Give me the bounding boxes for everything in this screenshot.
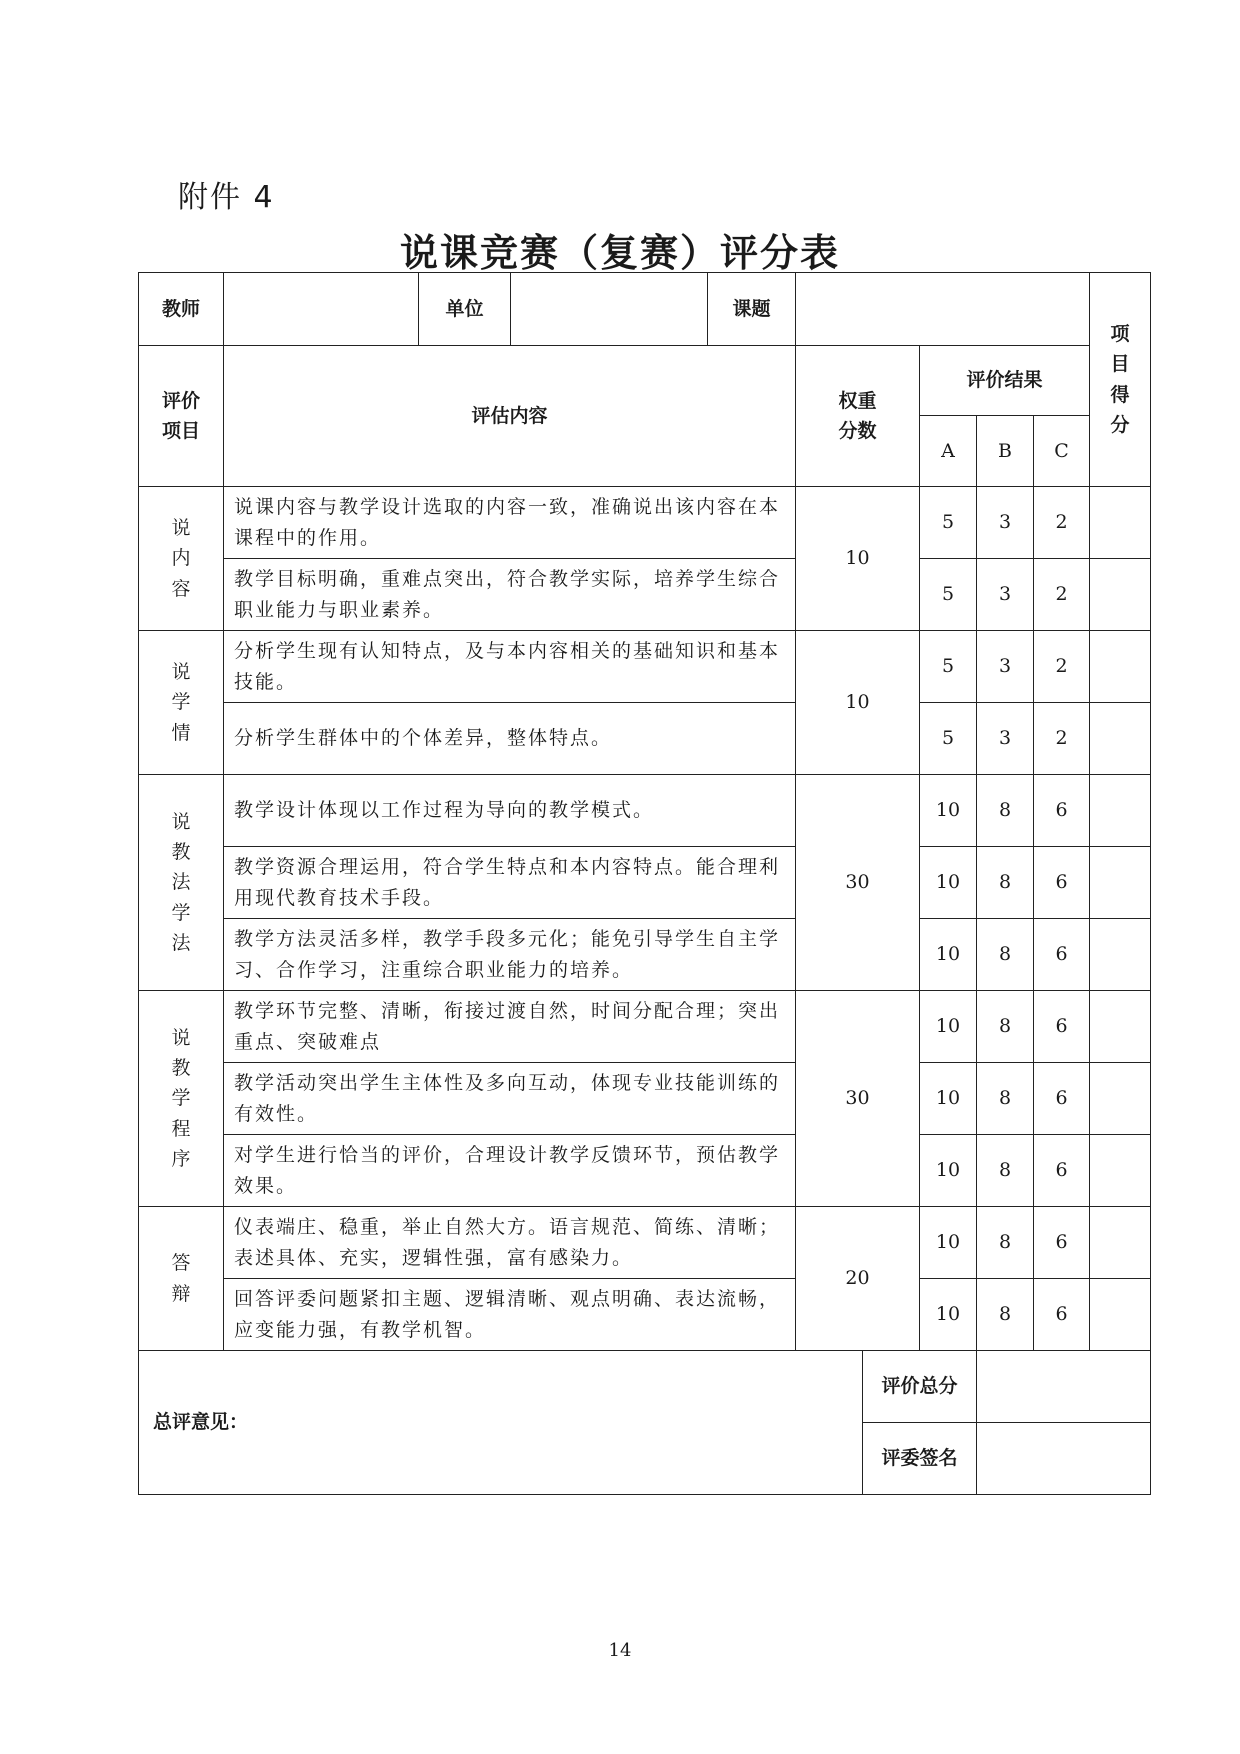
category-name: 说教法学法	[171, 810, 191, 955]
grade-a-value: 10	[920, 1279, 977, 1351]
grade-c-value: 2	[1034, 703, 1090, 775]
table-row	[139, 1207, 1151, 1279]
grade-a-value: 10	[920, 847, 977, 919]
judge-signature-value[interactable]	[977, 1423, 1151, 1495]
score-cell[interactable]	[1090, 631, 1151, 703]
grade-b-header: B	[977, 416, 1034, 487]
judge-signature-label: 评委签名	[863, 1423, 977, 1495]
grade-a-value: 10	[920, 1207, 977, 1279]
grade-a-header: A	[920, 416, 977, 487]
content-header: 评估内容	[224, 346, 796, 487]
criterion-text: 回答评委问题紧扣主题、逻辑清晰、观点明确、表达流畅，应变能力强，有教学机智。	[224, 1279, 796, 1351]
grade-a-value: 10	[920, 1063, 977, 1135]
category-name: 说学情	[171, 660, 191, 744]
grade-b-value: 8	[977, 1135, 1034, 1207]
grade-b-value: 8	[977, 847, 1034, 919]
topic-label: 课题	[708, 273, 796, 346]
item-header	[139, 346, 224, 487]
table-row	[139, 775, 1151, 847]
grade-c-value: 6	[1034, 1279, 1090, 1351]
weight-value: 30	[796, 991, 920, 1207]
category-name: 答辩	[171, 1252, 191, 1305]
criterion-text: 说课内容与教学设计选取的内容一致，准确说出该内容在本课程中的作用。	[224, 487, 796, 559]
grade-c-value: 2	[1034, 631, 1090, 703]
table-row	[139, 703, 1151, 775]
column-header-row	[139, 346, 1151, 416]
grade-b-value: 8	[977, 775, 1034, 847]
score-cell[interactable]	[1090, 991, 1151, 1063]
grade-c-value: 6	[1034, 847, 1090, 919]
table-row	[139, 1135, 1151, 1207]
score-cell[interactable]	[1090, 775, 1151, 847]
score-cell[interactable]	[1090, 1063, 1151, 1135]
grade-b-value: 3	[977, 703, 1034, 775]
score-header	[1090, 273, 1151, 487]
score-cell[interactable]	[1090, 919, 1151, 991]
weight-value: 30	[796, 775, 920, 991]
grade-c-value: 6	[1034, 1135, 1090, 1207]
table-row	[139, 847, 1151, 919]
category-name: 说内容	[171, 516, 191, 600]
grade-a-value: 5	[920, 487, 977, 559]
topic-value[interactable]	[796, 273, 1090, 346]
teacher-value[interactable]	[224, 273, 419, 346]
grade-b-value: 8	[977, 919, 1034, 991]
grade-a-value: 5	[920, 559, 977, 631]
grade-a-value: 5	[920, 631, 977, 703]
score-cell[interactable]	[1090, 1135, 1151, 1207]
grade-a-value: 10	[920, 775, 977, 847]
total-score-label: 评价总分	[863, 1351, 977, 1423]
criterion-text: 教学活动突出学生主体性及多向互动，体现专业技能训练的有效性。	[224, 1063, 796, 1135]
grade-c-header: C	[1034, 416, 1090, 487]
criterion-text: 仪表端庄、稳重，举止自然大方。语言规范、简练、清晰；表述具体、充实，逻辑性强，富有感染力。	[224, 1207, 796, 1279]
table-row	[139, 991, 1151, 1063]
category-cell	[139, 487, 224, 631]
grade-c-value: 2	[1034, 559, 1090, 631]
result-header: 评价结果	[920, 346, 1090, 416]
criterion-text: 分析学生现有认知特点，及与本内容相关的基础知识和基本技能。	[224, 631, 796, 703]
weight-header	[796, 346, 920, 487]
scoring-table	[138, 272, 1151, 1495]
score-header-label: 项目得分	[1110, 322, 1130, 436]
score-cell[interactable]	[1090, 1207, 1151, 1279]
category-cell	[139, 631, 224, 775]
item-header-label: 评价项目	[161, 389, 200, 442]
teacher-label: 教师	[139, 273, 224, 346]
table-row	[139, 919, 1151, 991]
category-cell	[139, 991, 224, 1207]
grade-b-value: 3	[977, 559, 1034, 631]
weight-value: 20	[796, 1207, 920, 1351]
grade-b-value: 8	[977, 991, 1034, 1063]
info-row	[139, 273, 1151, 346]
criterion-text: 教学资源合理运用，符合学生特点和本内容特点。能合理利用现代教育技术手段。	[224, 847, 796, 919]
attachment-label: 附件 4	[178, 180, 275, 215]
criterion-text: 教学环节完整、清晰，衔接过渡自然，时间分配合理；突出重点、突破难点	[224, 991, 796, 1063]
grade-a-value: 10	[920, 991, 977, 1063]
page-number: 14	[608, 1640, 632, 1661]
grade-b-value: 3	[977, 487, 1034, 559]
grade-b-value: 8	[977, 1063, 1034, 1135]
grade-c-value: 6	[1034, 1063, 1090, 1135]
grade-c-value: 6	[1034, 919, 1090, 991]
grade-c-value: 6	[1034, 991, 1090, 1063]
grade-a-value: 5	[920, 703, 977, 775]
category-name: 说教学程序	[171, 1026, 191, 1171]
table-row	[139, 559, 1151, 631]
score-cell[interactable]	[1090, 487, 1151, 559]
score-cell[interactable]	[1090, 703, 1151, 775]
score-cell[interactable]	[1090, 559, 1151, 631]
table-row	[139, 631, 1151, 703]
grade-b-value: 3	[977, 631, 1034, 703]
overall-comment[interactable]: 总评意见：	[139, 1351, 863, 1495]
score-cell[interactable]	[1090, 1279, 1151, 1351]
category-cell	[139, 775, 224, 991]
grade-a-value: 10	[920, 1135, 977, 1207]
table-row	[139, 487, 1151, 559]
grade-c-value: 2	[1034, 487, 1090, 559]
total-score-value[interactable]	[977, 1351, 1151, 1423]
grade-b-value: 8	[977, 1279, 1034, 1351]
criterion-text: 分析学生群体中的个体差异，整体特点。	[224, 703, 796, 775]
criterion-text: 教学方法灵活多样，教学手段多元化；能免引导学生自主学习、合作学习，注重综合职业能力的培养。	[224, 919, 796, 991]
page-title: 说课竞赛（复赛）评分表	[399, 231, 840, 275]
table-row	[139, 1063, 1151, 1135]
summary-row-total	[139, 1351, 1151, 1423]
weight-value: 10	[796, 487, 920, 631]
unit-value[interactable]	[511, 273, 708, 346]
grade-b-value: 8	[977, 1207, 1034, 1279]
weight-value: 10	[796, 631, 920, 775]
grade-c-value: 6	[1034, 1207, 1090, 1279]
criterion-text: 教学设计体现以工作过程为导向的教学模式。	[224, 775, 796, 847]
criterion-text: 对学生进行恰当的评价，合理设计教学反馈环节，预估教学效果。	[224, 1135, 796, 1207]
weight-header-label: 权重分数	[838, 389, 877, 442]
category-cell	[139, 1207, 224, 1351]
unit-label: 单位	[419, 273, 511, 346]
table-row	[139, 1279, 1151, 1351]
grade-a-value: 10	[920, 919, 977, 991]
score-cell[interactable]	[1090, 847, 1151, 919]
criterion-text: 教学目标明确，重难点突出，符合教学实际，培养学生综合职业能力与职业素养。	[224, 559, 796, 631]
grade-c-value: 6	[1034, 775, 1090, 847]
